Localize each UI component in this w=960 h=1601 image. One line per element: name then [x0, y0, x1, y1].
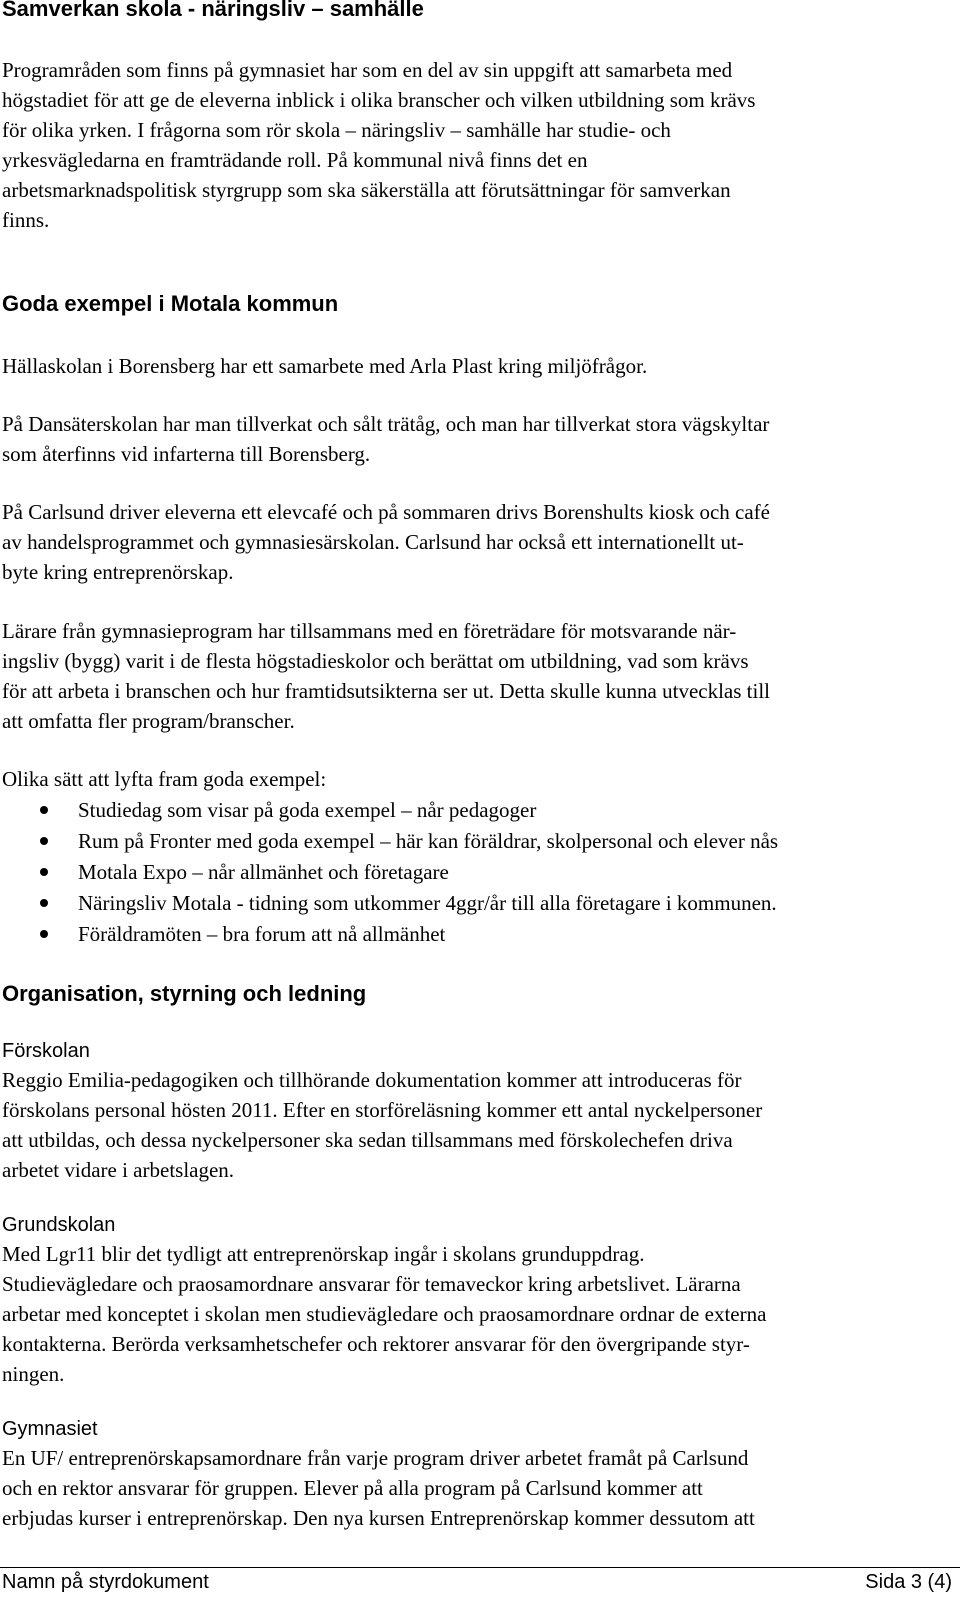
- bullet-list: [2, 795, 942, 950]
- section-title-goda-exempel: Goda exempel i Motala kommun: [2, 291, 339, 316]
- text-line: förskolans personal hösten 2011. Efter en storföreläsning kommer ett antal nyckelpersoner: [2, 1098, 763, 1122]
- list-item: [2, 857, 942, 888]
- text-line: ningen.: [2, 1362, 65, 1386]
- paragraph-larare: [2, 616, 942, 736]
- text-line: av handelsprogrammet och gymnasiesärskolan. Carlsund har också ett internationellt ut-: [2, 530, 744, 554]
- text-line: byte kring entreprenörskap.: [2, 560, 234, 584]
- text-line: Studievägledare och praosamordnare ansvarar för temaveckor kring arbetslivet. Lärarna: [2, 1272, 741, 1296]
- list-intro: Olika sätt att lyfta fram goda exempel:: [2, 767, 327, 791]
- text-line: Programråden som finns på gymnasiet har som en del av sin uppgift att samarbeta med: [2, 58, 733, 82]
- text-line: På Dansäterskolan har man tillverkat och sålt trätåg, och man har tillverkat stora vägskyltar: [2, 412, 770, 436]
- intro-paragraph: [2, 55, 942, 235]
- subheading-grundskolan: Grundskolan: [2, 1214, 116, 1236]
- bullet-icon: [40, 837, 48, 845]
- text-line: finns.: [2, 208, 50, 232]
- text-line: arbetar med konceptet i skolan men studievägledare och praosamordnare ordnar de externa: [2, 1302, 767, 1326]
- paragraph-forskolan: [2, 1065, 942, 1185]
- section-title-organisation: Organisation, styrning och ledning: [2, 981, 367, 1006]
- list-item: [2, 795, 942, 826]
- text-line: att omfatta fler program/branscher.: [2, 709, 295, 733]
- page-heading: Samverkan skola - näringsliv – samhälle: [2, 0, 424, 21]
- list-item-text: Föräldramöten – bra forum att nå allmänhet: [78, 922, 446, 946]
- text-line: ingsliv (bygg) varit i de flesta högstadieskolor och berättat om utbildning, vad som krävs: [2, 649, 749, 673]
- text-line: Hällaskolan i Borensberg har ett samarbete med Arla Plast kring miljöfrågor.: [2, 354, 648, 378]
- list-item: [2, 919, 942, 950]
- list-item-text: Motala Expo – når allmänhet och företagare: [78, 860, 449, 884]
- list-item: [2, 888, 942, 919]
- paragraph-hallaskolan: [2, 351, 942, 381]
- text-line: På Carlsund driver eleverna ett elevcafé och på sommaren drivs Borenshults kiosk och café: [2, 500, 770, 524]
- text-line: kontakterna. Berörda verksamhetschefer och rektorer ansvarar för den övergripande styr-: [2, 1332, 750, 1356]
- paragraph-carlsund: [2, 497, 942, 587]
- text-line: att utbildas, och dessa nyckelpersoner ska sedan tillsammans med förskolechefen driva: [2, 1128, 733, 1152]
- text-line: för att arbeta i branschen och hur framtidsutsikterna ser ut. Detta skulle kunna utvecklas till: [2, 679, 771, 703]
- text-line: En UF/ entreprenörskapsamordnare från varje program driver arbetet framåt på Carlsund: [2, 1446, 749, 1470]
- subheading-forskolan: Förskolan: [2, 1040, 90, 1062]
- bullet-icon: [40, 806, 48, 814]
- bullet-icon: [40, 930, 48, 938]
- footer-document-name: Namn på styrdokument: [2, 1571, 209, 1593]
- list-item-text: Studiedag som visar på goda exempel – når pedagoger: [78, 798, 537, 822]
- text-line: Reggio Emilia-pedagogiken och tillhörande dokumentation kommer att introduceras för: [2, 1068, 742, 1092]
- bullet-icon: [40, 899, 48, 907]
- list-item-text: Rum på Fronter med goda exempel – här kan föräldrar, skolpersonal och elever nås: [78, 829, 779, 853]
- list-item: [2, 826, 942, 857]
- text-line: för olika yrken. I frågorna som rör skola – näringsliv – samhälle har studie- och: [2, 118, 671, 142]
- paragraph-gymnasiet: [2, 1443, 942, 1533]
- paragraph-dansaterskolan: [2, 409, 942, 469]
- text-line: yrkesvägledarna en framträdande roll. På kommunal nivå finns det en: [2, 148, 588, 172]
- text-line: arbetet vidare i arbetslagen.: [2, 1158, 235, 1182]
- text-line: högstadiet för att ge de eleverna inblick i olika branscher och vilken utbildning som krävs: [2, 88, 756, 112]
- text-line: Med Lgr11 blir det tydligt att entreprenörskap ingår i skolans grunduppdrag.: [2, 1242, 645, 1266]
- list-item-text: Näringsliv Motala - tidning som utkommer 4ggr/år till alla företagare i kommunen.: [78, 891, 777, 915]
- footer-page-number: Sida 3 (4): [865, 1571, 952, 1593]
- text-line: som återfinns vid infarterna till Borensberg.: [2, 442, 371, 466]
- subheading-gymnasiet: Gymnasiet: [2, 1418, 98, 1440]
- text-line: och en rektor ansvarar för gruppen. Elever på alla program på Carlsund kommer att: [2, 1476, 703, 1500]
- text-line: arbetsmarknadspolitisk styrgrupp som ska säkerställa att förutsättningar för samverkan: [2, 178, 731, 202]
- paragraph-grundskolan: [2, 1239, 942, 1389]
- text-line: erbjudas kurser i entreprenörskap. Den nya kursen Entreprenörskap kommer dessutom att: [2, 1506, 755, 1530]
- bullet-icon: [40, 868, 48, 876]
- text-line: Lärare från gymnasieprogram har tillsammans med en företrädare för motsvarande när-: [2, 619, 737, 643]
